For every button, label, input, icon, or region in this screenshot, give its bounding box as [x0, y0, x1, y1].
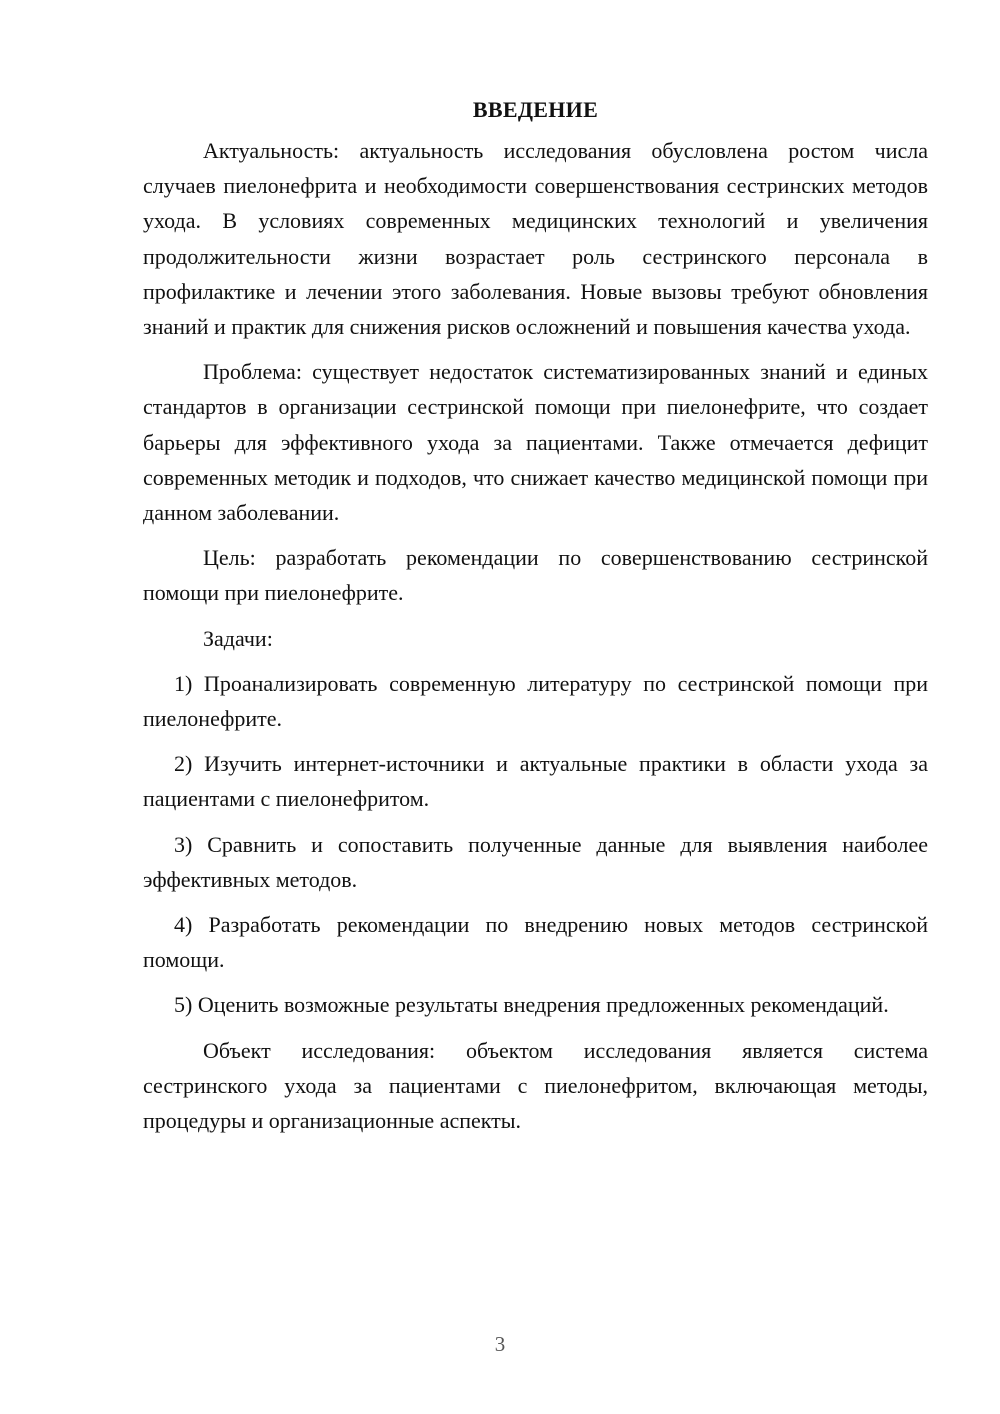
- problem-paragraph: Проблема: существует недостаток систематизированных знаний и единых стандартов в организации сестринской помощи при пиелонефрите, что создает барьеры для эффективного ухода за пациентами. Также отмечается дефицит современных методик и подходов, что снижает качество медицинской помощи при данном заболевании.: [143, 359, 928, 526]
- section-heading: ВВЕДЕНИЕ: [472, 97, 599, 122]
- task-item-3: 3) Сравнить и сопоставить полученные данные для выявления наиболее эффективных методов.: [143, 831, 928, 892]
- object-paragraph: Объект исследования: объектом исследования является система сестринского ухода за пациентами с пиелонефритом, включающая методы, процедуры и организационные аспекты.: [143, 1037, 928, 1134]
- task-item-2: 2) Изучить интернет-источники и актуальные практики в области ухода за пациентами с пиелонефритом.: [143, 751, 928, 812]
- task-item-5: 5) Оценить возможные результаты внедрения предложенных рекомендаций.: [174, 992, 889, 1018]
- goal-paragraph: Цель: разработать рекомендации по совершенствованию сестринской помощи при пиелонефрите.: [143, 545, 928, 606]
- task-item-1: 1) Проанализировать современную литературу по сестринской помощи при пиелонефрите.: [143, 670, 928, 732]
- task-item-4: 4) Разработать рекомендации по внедрению новых методов сестринской помощи.: [143, 912, 928, 973]
- tasks-heading: Задачи:: [203, 625, 273, 651]
- relevance-paragraph: Актуальность: актуальность исследования обусловлена ростом числа случаев пиелонефрита и необходимости совершенствования сестринских методов ухода. В условиях современных медицинских технологий и увеличения продолжительности жизни возрастает роль сестринского персонала в профилактике и лечении этого заболевания. Новые вызовы требуют обновления знаний и практик для снижения рисков осложнений и повышения качества ухода.: [143, 138, 928, 340]
- page-number: 3: [494, 1332, 506, 1356]
- document-page: [143, 92, 928, 1138]
